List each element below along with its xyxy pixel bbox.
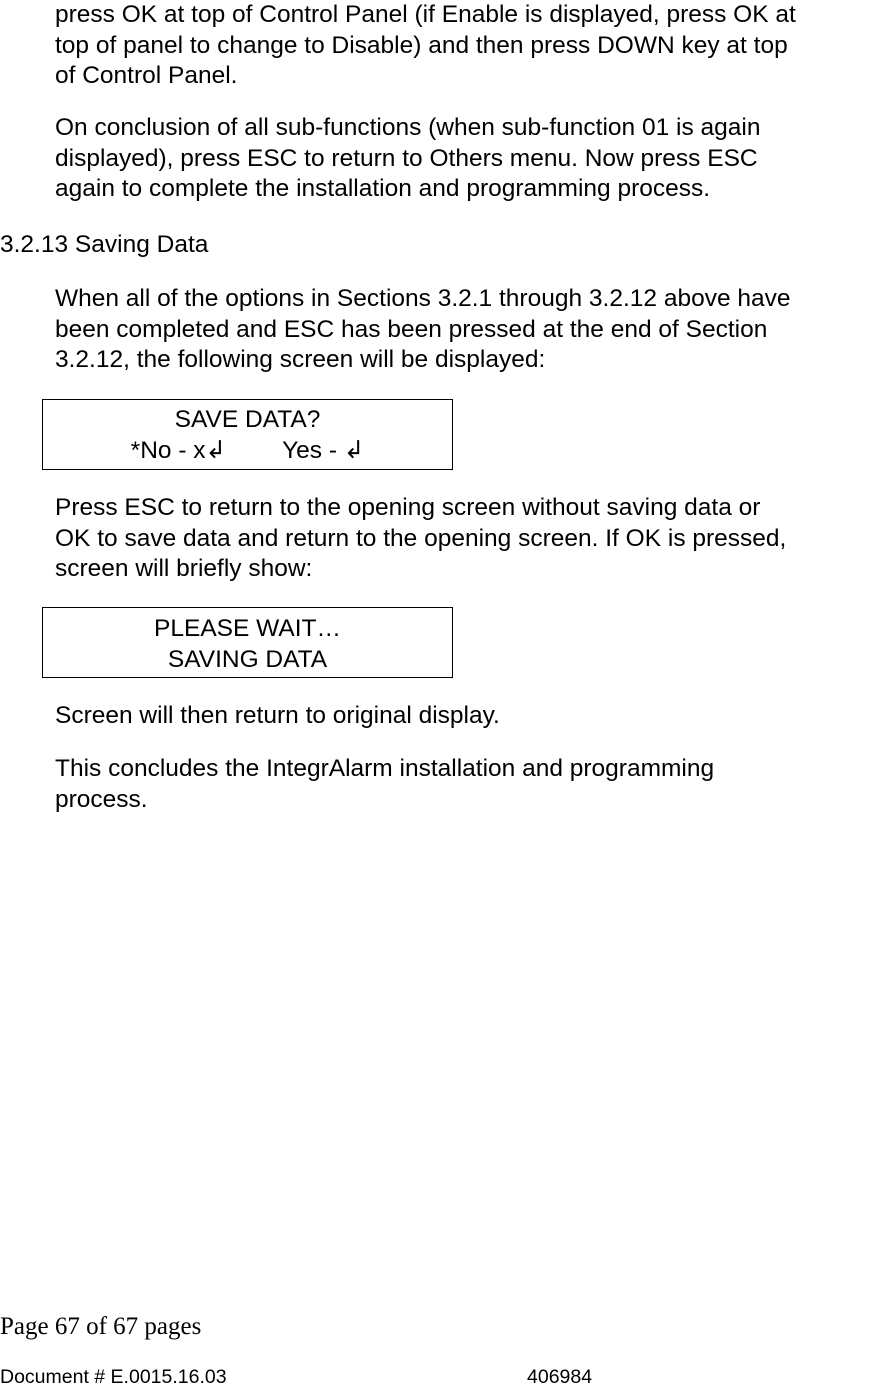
option-yes: Yes - ↲: [282, 437, 365, 464]
save-data-screen: [42, 399, 453, 470]
press-esc-paragraph: Press ESC to return to the opening screen without saving data or OK to save data and return to the opening screen. If OK is pressed, screen will briefly show:: [55, 494, 787, 582]
saving-data-line: SAVING DATA: [167, 646, 328, 673]
section-heading: 3.2.13 Saving Data: [0, 231, 209, 258]
screen-return-paragraph: Screen will then return to original display.: [55, 702, 500, 729]
save-data-options: [43, 435, 452, 466]
page-number: Page 67 of 67 pages: [0, 1313, 202, 1340]
revision-number: 406984: [527, 1366, 593, 1388]
conclusion-paragraph: On conclusion of all sub-functions (when sub-function 01 is again displayed), press ESC to return to Others menu. Now press ESC again to complete the installation and programming process.: [55, 114, 761, 202]
save-data-prompt: SAVE DATA?: [174, 406, 321, 433]
please-wait-screen: [42, 607, 453, 678]
document-number: Document # E.0015.16.03: [0, 1366, 227, 1388]
concludes-paragraph: This concludes the IntegrAlarm installation and programming process.: [55, 755, 715, 813]
continuation-paragraph: press OK at top of Control Panel (if Enable is displayed, press OK at top of panel to change to Disable) and then press DOWN key at top of Control Panel.: [55, 1, 796, 89]
options-paragraph: When all of the options in Sections 3.2.1 through 3.2.12 above have been completed and ESC has been pressed at the end of Section 3.2.12, the following screen will be displayed:: [55, 285, 791, 373]
option-no: *No - x↲: [130, 437, 227, 464]
please-wait-line: PLEASE WAIT…: [154, 615, 341, 642]
